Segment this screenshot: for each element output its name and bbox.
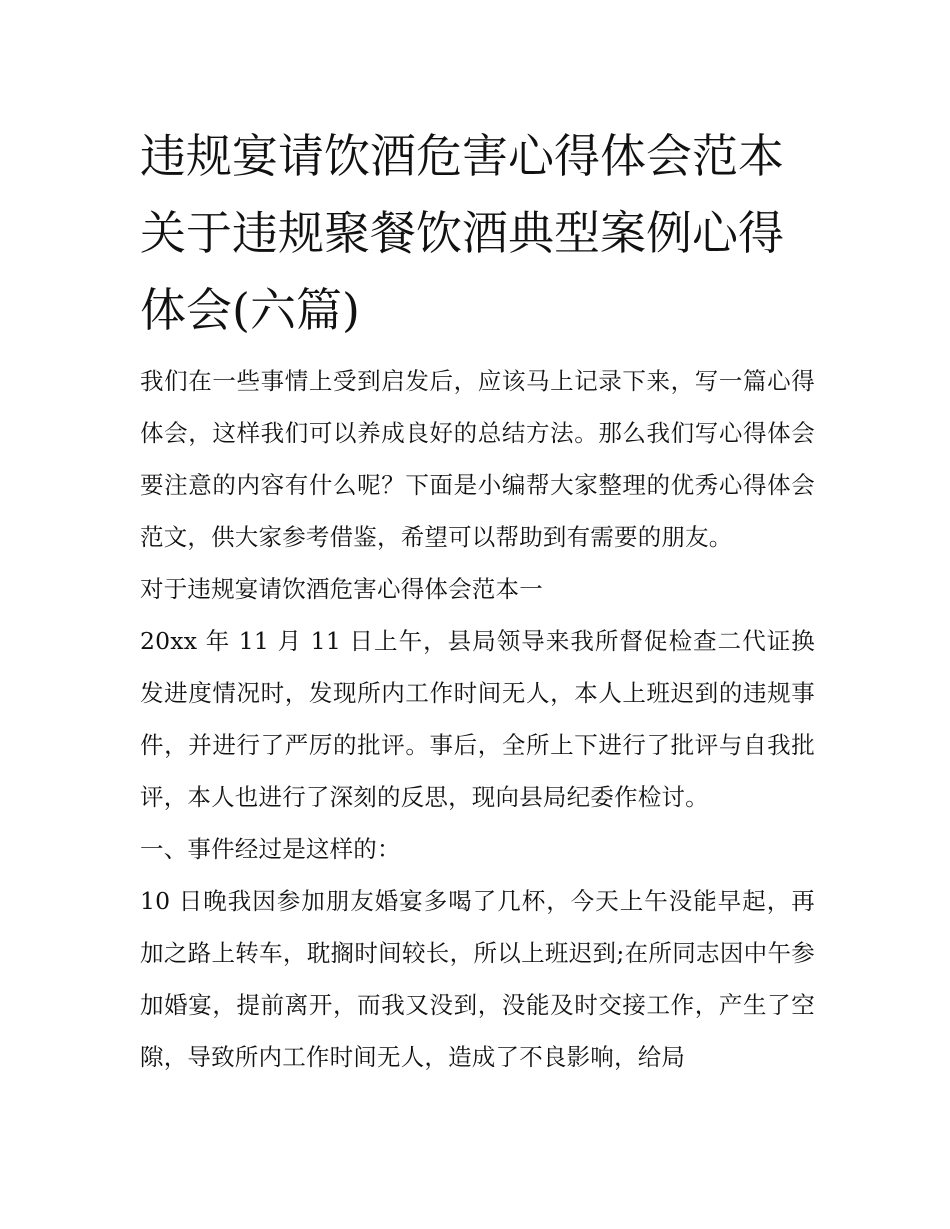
- document-content: [140, 118, 815, 1083]
- section-heading: 对于违规宴请饮酒危害心得体会范本一: [140, 575, 543, 603]
- body-paragraph: 10 日晚我因参加朋友婚宴多喝了几杯，今天上午没能早起，再加之路上转车，耽搁时间较长，所以上班迟到;在所同志因中午参加婚宴，提前离开，而我又没到，没能及时交接工作，产生了空隙，导致所内工作时间无人，造成了不良影响，给局: [140, 887, 816, 1071]
- subsection-heading: 一、事件经过是这样的：: [140, 835, 401, 863]
- body-paragraph: 20xx 年 11 月 11 日上午，县局领导来我所督促检查二代证换发进度情况时，发现所内工作时间无人，本人上班迟到的违规事件，并进行了严厉的批评。事后，全所上下进行了批评与自我批评，本人也进行了深刻的反思，现向县局纪委作检讨。: [140, 627, 815, 811]
- document-title: 违规宴请饮酒危害心得体会范本 关于违规聚餐饮酒典型案例心得体会(六篇): [140, 129, 784, 337]
- intro-paragraph: 我们在一些事情上受到启发后，应该马上记录下来，写一篇心得体会，这样我们可以养成良好的总结方法。那么我们写心得体会要注意的内容有什么呢？下面是小编帮大家整理的优秀心得体会范文，供大家参考借鉴，希望可以帮助到有需要的朋友。: [140, 367, 815, 551]
